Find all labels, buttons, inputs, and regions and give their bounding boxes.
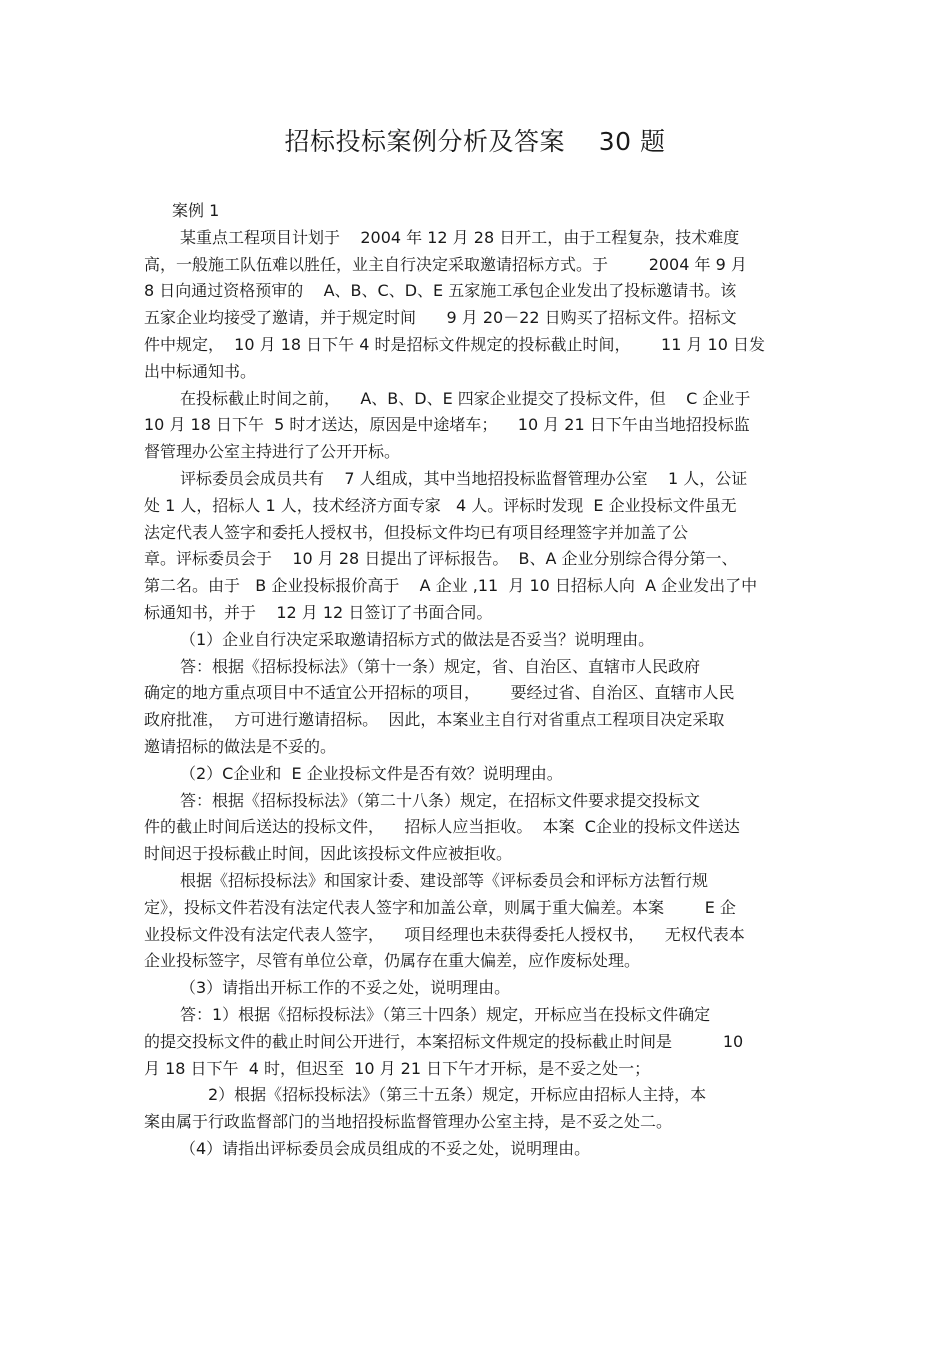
paragraph-line: 确定的地方重点项目中不适宜公开招标的项目， 要经过省、自治区、直辖市人民: [144, 683, 735, 703]
paragraph-line: 8 日向通过资格预审的 A、B、C、D、E 五家施工承包企业发出了投标邀请书。该: [144, 281, 737, 301]
paragraph-line: 标通知书，并于 12 月 12 日签订了书面合同。: [144, 602, 493, 622]
paragraph-line: 政府批准， 方可进行邀请招标。 因此，本案业主自行对省重点工程项目决定采取: [144, 710, 725, 730]
paragraph-line: 案由属于行政监督部门的当地招投标监督管理办公室主持，是不妥之处二。: [144, 1112, 673, 1132]
paragraph-line: 月 18 日下午 4 时，但迟至 10 月 21 日下午才开标，是不妥之处一；: [144, 1058, 651, 1078]
paragraph-line: 时间迟于投标截止时间，因此该投标文件应被拒收。: [144, 844, 513, 864]
paragraph-line: 10 月 18 日下午 5 时才送达，原因是中途堵车； 10 月 21 日下午由当地招投标监: [144, 415, 750, 435]
question-line: （2）C企业和 E 企业投标文件是否有效？说明理由。: [180, 763, 563, 783]
paragraph-line: 第二名。由于 B 企业投标报价高于 A 企业 ,11 月 10 日招标人向 A 企业发出了中: [144, 576, 758, 596]
paragraph-line: 处 1 人，招标人 1 人，技术经济方面专家 4 人。评标时发现 E 企业投标文件虽无: [144, 495, 737, 515]
question-line: （4）请指出评标委员会成员组成的不妥之处，说明理由。: [180, 1138, 591, 1158]
case-label: 案例 1: [172, 201, 220, 220]
question-line: （1）企业自行决定采取邀请招标方式的做法是否妥当？说明理由。: [180, 629, 655, 649]
paragraph-line: 根据《招标投标法》和国家计委、建设部等《评标委员会和评标方法暂行规: [180, 870, 709, 890]
paragraph-line: 在投标截止时间之前， A、B、D、E 四家企业提交了投标文件，但 C 企业于: [180, 388, 751, 408]
paragraph-line: 督管理办公室主持进行了公开开标。: [144, 442, 401, 462]
paragraph-line: 件的截止时间后送达的投标文件， 招标人应当拒收。 本案 C企业的投标文件送达: [144, 817, 740, 837]
paragraph-line: 某重点工程项目计划于 2004 年 12 月 28 日开工，由于工程复杂，技术难度: [180, 227, 740, 247]
paragraph-line: 出中标通知书。: [144, 361, 257, 381]
paragraph-line: 企业投标签字，尽管有单位公章，仍属存在重大偏差，应作废标处理。: [144, 951, 641, 971]
paragraph-line: 的提交投标文件的截止时间公开进行，本案招标文件规定的投标截止时间是 10: [144, 1031, 744, 1051]
answer-line: 答：1）根据《招标投标法》（第三十四条）规定，开标应当在投标文件确定: [180, 1004, 711, 1024]
document-title: 招标投标案例分析及答案 30 题: [284, 127, 666, 156]
question-line: （3）请指出开标工作的不妥之处，说明理由。: [180, 978, 511, 998]
paragraph-line: 章。评标委员会于 10 月 28 日提出了评标报告。 B、A 企业分别综合得分第一、: [144, 549, 738, 569]
paragraph-line: 法定代表人签字和委托人授权书，但投标文件均已有项目经理签字并加盖了公: [144, 522, 689, 542]
paragraph-line: 邀请招标的做法是不妥的。: [144, 736, 337, 756]
answer-line: 答：根据《招标投标法》（第二十八条）规定，在招标文件要求提交投标文: [180, 790, 701, 810]
paragraph-line: 五家企业均接受了邀请，并于规定时间 9 月 20－22 日购买了招标文件。招标文: [144, 308, 737, 328]
paragraph-line: 高，一般施工队伍难以胜任，业主自行决定采取邀请招标方式。于 2004 年 9 月: [144, 254, 747, 274]
paragraph-line: 评标委员会成员共有 7 人组成，其中当地招投标监督管理办公室 1 人，公证: [180, 468, 748, 488]
paragraph-line: 业投标文件没有法定代表人签字， 项目经理也未获得委托人授权书， 无权代表本: [144, 924, 745, 944]
answer-line: 答：根据《招标投标法》（第十一条）规定，省、自治区、直辖市人民政府: [180, 656, 701, 676]
answer-line: 2）根据《招标投标法》（第三十五条）规定，开标应由招标人主持，本: [208, 1085, 707, 1105]
paragraph-line: 件中规定， 10 月 18 日下午 4 时是招标文件规定的投标截止时间， 11 月 10 日发: [144, 334, 765, 354]
paragraph-line: 定》，投标文件若没有法定代表人签字和加盖公章，则属于重大偏差。本案 E 企: [144, 897, 736, 917]
document-body: [144, 198, 814, 1163]
